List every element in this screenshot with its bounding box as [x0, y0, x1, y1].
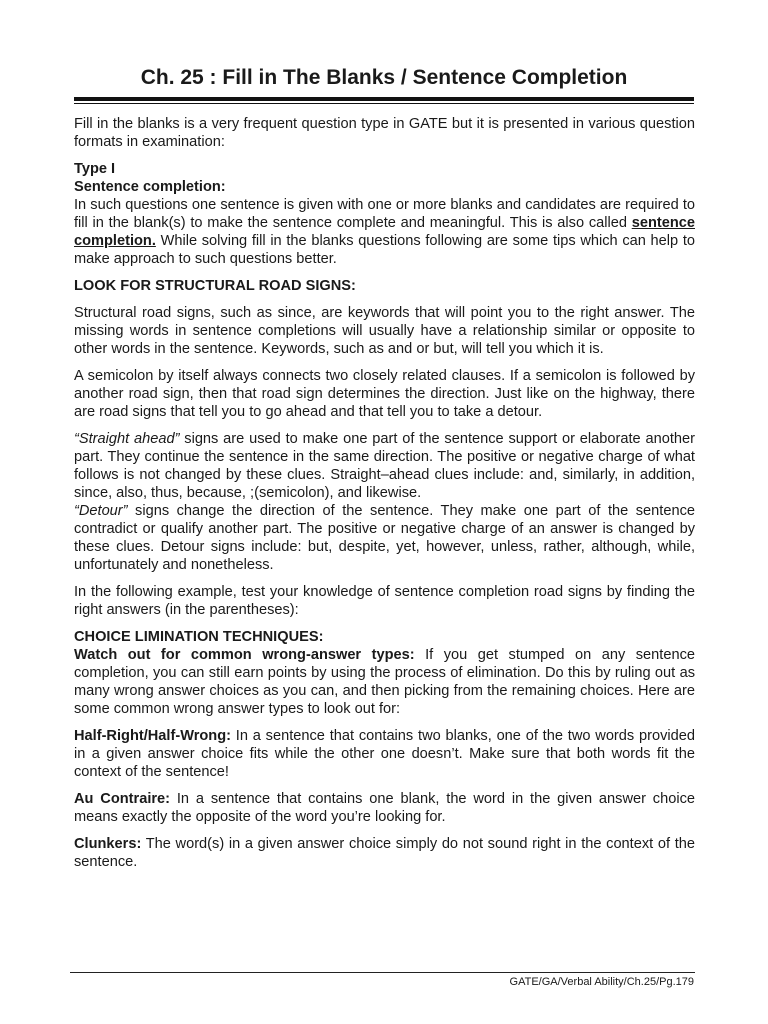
au-contraire-text: In a sentence that contains one blank, the word in the given answer choice means exactly the opposite of the word you’re looking for. — [74, 791, 695, 825]
title-rule-thick — [74, 97, 694, 101]
document-body — [74, 115, 695, 880]
straight-ahead-paragraph — [74, 430, 695, 502]
example-paragraph: In the following example, test your knowledge of sentence completion road signs by finding the right answers (in the parentheses): — [74, 584, 695, 618]
clunkers-text: The word(s) in a given answer choice simply do not sound right in the context of the sentence. — [74, 836, 695, 870]
type1-paragraph — [74, 196, 695, 268]
type-heading: Type I — [74, 161, 116, 177]
type1-text-before: In such questions one sentence is given with one or more blanks and candidates are required to fill in the blank(s) to make the sentence complete and meaningful. This is also called — [74, 197, 695, 231]
half-right-text: In a sentence that contains two blanks, one of the two words provided in a given answer choice fits while the other one doesn’t. Make sure that both words fit the context of the sentence! — [74, 728, 695, 780]
watch-out-paragraph — [74, 646, 695, 718]
title-rule-thin — [74, 103, 694, 104]
page-footer: GATE/GA/Verbal Ability/Ch.25/Pg.179 — [509, 976, 694, 988]
au-contraire-label: Au Contraire: — [74, 791, 171, 807]
au-contraire-paragraph — [74, 790, 695, 826]
straight-ahead-label: “Straight ahead” — [74, 431, 180, 447]
sentence-completion-heading: Sentence completion: — [74, 179, 226, 195]
detour-paragraph — [74, 502, 695, 574]
half-right-paragraph — [74, 727, 695, 781]
clunkers-label: Clunkers: — [74, 836, 142, 852]
detour-text: signs change the direction of the sentence. They make one part of the sentence contradict or qualify another part. The positive or negative charge of an answer is changed by these clues. Detour signs include: but, despite, yet, however, unless, rather, although, while, unfortunately and nonetheless. — [74, 503, 695, 573]
clunkers-paragraph — [74, 835, 695, 871]
watch-out-label: Watch out for common wrong-answer types: — [74, 647, 415, 663]
watch-out-text: If you get stumped on any sentence completion, you can still earn points by using the process of elimination. Do this by ruling out as many wrong answer choices as you can, and then picking from the remaining choices. Here are some common wrong answer types to look out for: — [74, 647, 695, 717]
road-signs-paragraph-2: A semicolon by itself always connects two closely related clauses. If a semicolon is followed by another road sign, then that road sign determines the direction. Just like on the highway, there are road signs that tell you to go ahead and that tell you to take a detour. — [74, 368, 695, 420]
choice-heading: CHOICE LIMINATION TECHNIQUES: — [74, 629, 324, 645]
type1-text-after: While solving fill in the blanks questions following are some tips which can help to make approach to such questions better. — [74, 233, 695, 267]
sentence-completion-emphasis: sentence completion. — [74, 215, 695, 249]
half-right-label: Half-Right/Half-Wrong: — [74, 728, 231, 744]
intro-paragraph: Fill in the blanks is a very frequent question type in GATE but it is presented in various question formats in examination: — [74, 116, 695, 150]
straight-ahead-text: signs are used to make one part of the sentence support or elaborate another part. They continue the sentence in the same direction. The positive or negative charge of what follows is not changed by these clues. Straight–ahead clues include: and, similarly, in addition, since, also, thus, because, ;(semicolon), and likewise. — [74, 431, 695, 501]
chapter-title: Ch. 25 : Fill in The Blanks / Sentence Completion — [140, 66, 628, 89]
road-signs-paragraph-1: Structural road signs, such as since, are keywords that will point you to the right answer. The missing words in sentence completions will usually have a relationship similar or opposite to other words in the sentence. Keywords, such as and or but, will tell you which it is. — [74, 305, 695, 357]
footer-rule — [70, 972, 695, 973]
road-signs-heading: LOOK FOR STRUCTURAL ROAD SIGNS: — [74, 278, 356, 294]
detour-label: “Detour” — [74, 503, 128, 519]
